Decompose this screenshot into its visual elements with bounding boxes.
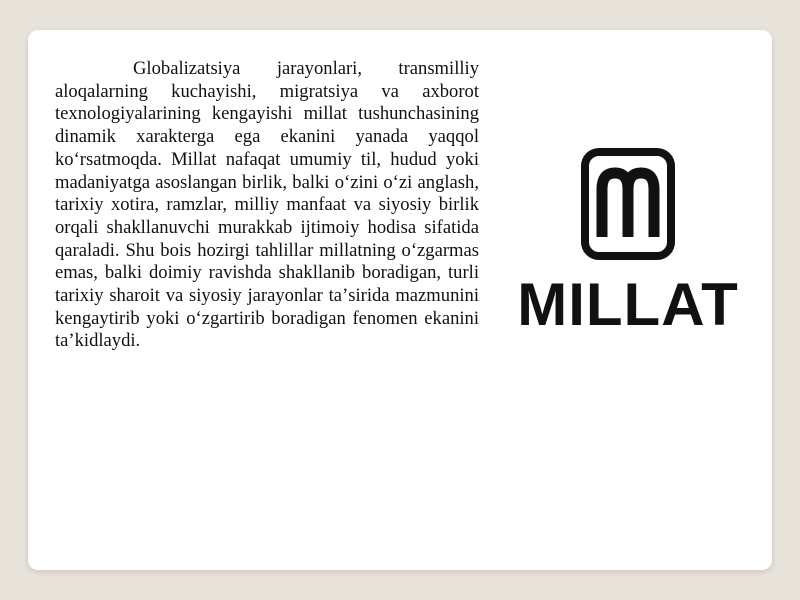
letter-m-logo-icon — [580, 147, 676, 261]
body-paragraph: Globalizatsiya jarayonlari, transmilliy aloqalarning kuchayishi, migratsiya va axborot texnologiyalarining kengayishi millat tushunchasining dinamik xarakterga ega ekanini yanada yaqqol koʻrsatmoqda. Millat nafaqat umumiy til, hudud yoki madaniyatga asoslangan birlik, balki oʻzini oʻzi anglash, tarixiy xotira, ramzlar, milliy manfaat va siyosiy birlik orqali shakllanuvchi murakkab ijtimoiy hodisa sifatida qaraladi. Shu bois hozirgi tahlillar millatning oʻzgarmas emas, balki doimiy ravishda shakllanib boradigan, turli tarixiy sharoit va siyosiy jarayonlar taʼsirida mazmunini kengaytirib yoki oʻzgartirib boradigan fenomen ekanini taʼkidlaydi. — [55, 58, 479, 352]
logo-wordmark: MILLAT — [517, 271, 739, 338]
slide — [28, 30, 772, 570]
